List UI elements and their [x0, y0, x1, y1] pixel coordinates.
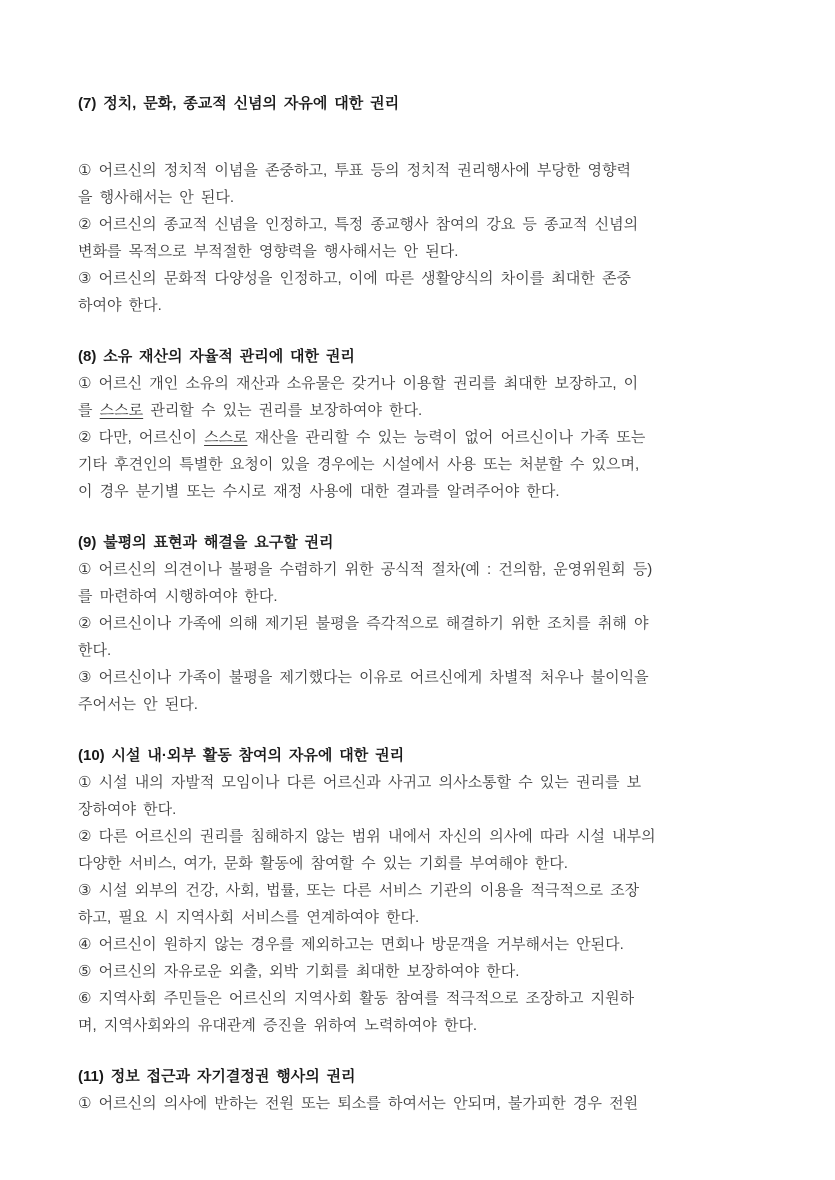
text-line: ① 어르신의 의견이나 불평을 수렴하기 위한 공식적 절차(예 : 건의함, 운영위원회 등) — [78, 561, 653, 578]
text-line: ② 어르신이나 가족에 의해 제기된 불평을 즉각적으로 해결하기 위한 조치를 취해 야 — [78, 615, 649, 632]
text-line: 하고, 필요 시 지역사회 서비스를 연계하여야 한다. — [78, 909, 420, 926]
text-line: 를 마련하여 시행하여야 한다. — [78, 588, 278, 605]
section-8-heading: (8) 소유 재산의 자율적 관리에 대한 권리 — [78, 348, 355, 365]
text-line: 며, 지역사회와의 유대관계 증진을 위하여 노력하여야 한다. — [78, 1017, 478, 1034]
line-text-pre: ② 다만, 어르신이 — [78, 429, 205, 446]
text-line: 변화를 목적으로 부적절한 영향력을 행사해서는 안 된다. — [78, 243, 459, 260]
text-line — [78, 424, 779, 451]
text-line: ② 다른 어르신의 권리를 침해하지 않는 범위 내에서 자신의 의사에 따라 시설 내부의 — [78, 828, 656, 845]
underlined-text: 스스로 — [99, 402, 144, 419]
text-line: 기타 후견인의 특별한 요청이 있을 경우에는 시설에서 사용 또는 처분할 수 있으며, — [78, 456, 640, 473]
text-line: ③ 어르신이나 가족이 불평을 제기했다는 이유로 어르신에게 차별적 처우나 불이익을 — [78, 669, 649, 686]
line-text-post: 재산을 관리할 수 있는 능력이 없어 어르신이나 가족 또는 — [247, 429, 646, 446]
section-9-heading: (9) 불평의 표현과 해결을 요구할 권리 — [78, 534, 334, 551]
section-11-heading: (11) 정보 접근과 자기결정권 행사의 권리 — [78, 1068, 356, 1085]
text-line: ④ 어르신이 원하지 않는 경우를 제외하고는 면회나 방문객을 거부해서는 안된다. — [78, 936, 624, 953]
text-line: 다양한 서비스, 여가, 문화 활동에 참여할 수 있는 기회를 부여해야 한다. — [78, 855, 568, 872]
text-line: ⑤ 어르신의 자유로운 외출, 외박 기회를 최대한 보장하여야 한다. — [78, 963, 520, 980]
text-line: ③ 시설 외부의 건강, 사회, 법률, 또는 다른 서비스 기관의 이용을 적극적으로 조장 — [78, 882, 640, 899]
line-text-post: 관리할 수 있는 권리를 보장하여야 한다. — [143, 402, 423, 419]
section-8 — [78, 343, 779, 505]
text-line: ① 어르신의 의사에 반하는 전원 또는 퇴소를 하여서는 안되며, 불가피한 경우 전원 — [78, 1095, 639, 1112]
text-line: 하여야 한다. — [78, 297, 162, 314]
text-line: ② 어르신의 종교적 신념을 인정하고, 특정 종교행사 참여의 강요 등 종교적 신념의 — [78, 216, 639, 233]
text-line: 주어서는 안 된다. — [78, 696, 198, 713]
section-11 — [78, 1063, 779, 1117]
text-line: ⑥ 지역사회 주민들은 어르신의 지역사회 활동 참여를 적극적으로 조장하고 지원하 — [78, 990, 635, 1007]
text-line: ① 어르신 개인 소유의 재산과 소유물은 갖거나 이용할 권리를 최대한 보장하고, 이 — [78, 375, 639, 392]
underlined-text: 스스로 — [204, 429, 248, 446]
text-line: ③ 어르신의 문화적 다양성을 인정하고, 이에 따른 생활양식의 차이를 최대한 존중 — [78, 270, 631, 287]
line-text-pre: 를 — [78, 402, 100, 419]
section-7 — [78, 90, 779, 319]
text-line: ① 어르신의 정치적 이념을 존중하고, 투표 등의 정치적 권리행사에 부당한 영향력 — [78, 162, 631, 179]
text-line: ① 시설 내의 자발적 모임이나 다른 어르신과 사귀고 의사소통할 수 있는 권리를 보 — [78, 774, 642, 791]
text-line — [78, 397, 779, 424]
text-line: 한다. — [78, 642, 112, 659]
section-10-heading: (10) 시설 내·외부 활동 참여의 자유에 대한 권리 — [78, 747, 405, 764]
section-9 — [78, 529, 779, 718]
text-line: 이 경우 분기별 또는 수시로 재정 사용에 대한 결과를 알려주어야 한다. — [78, 483, 560, 500]
section-10 — [78, 742, 779, 1039]
text-line: 장하여야 한다. — [78, 801, 177, 818]
text-line: 을 행사해서는 안 된다. — [78, 189, 235, 206]
section-7-heading: (7) 정치, 문화, 종교적 신념의 자유에 대한 권리 — [78, 95, 400, 112]
